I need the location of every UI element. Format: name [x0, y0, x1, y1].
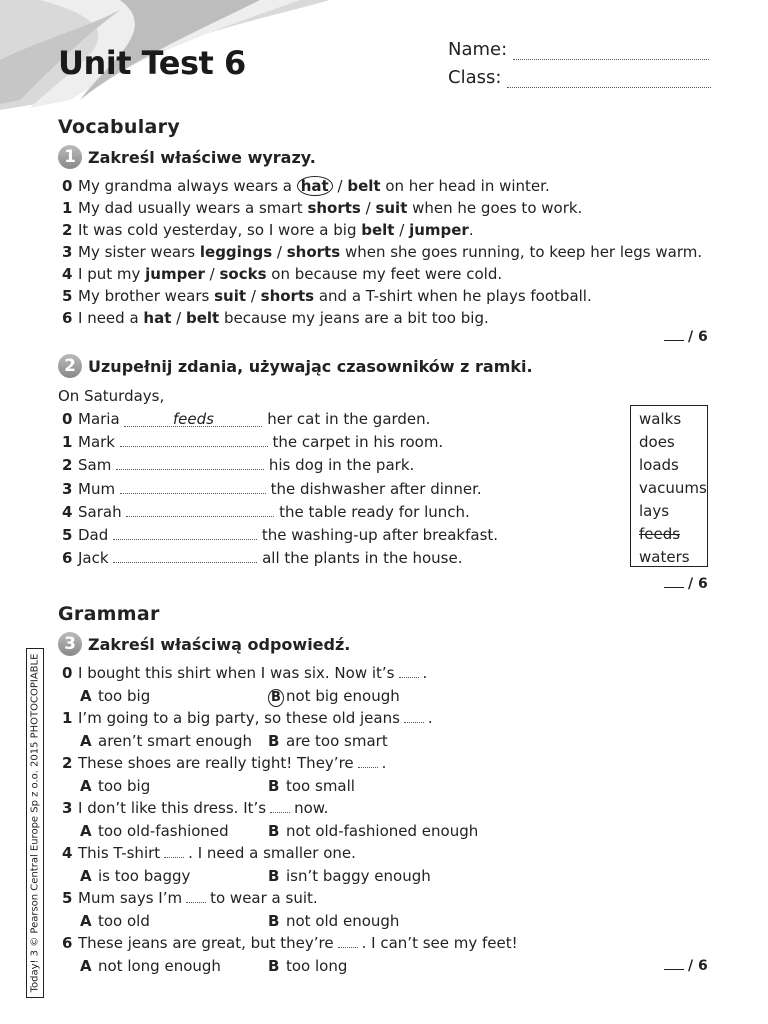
item-text: his dog in the park. [264, 456, 415, 475]
item-number: 2 [62, 456, 73, 475]
option-b[interactable] [268, 910, 399, 932]
item-text: and a T-shirt when he plays football. [314, 287, 592, 305]
item-text: Mum says I’m [78, 889, 183, 907]
item-text: These shoes are really tight! They’re [78, 754, 354, 772]
item-text: My brother wears [78, 287, 215, 305]
choice-option[interactable]: shorts [286, 243, 341, 261]
option-label: B [268, 732, 280, 750]
item-text: I’m going to a big party, so these old jeans [78, 709, 400, 727]
item-text: My dad usually wears a smart [78, 199, 308, 217]
item-number: 2 [62, 754, 73, 772]
exercise-item [62, 431, 443, 453]
option-text: too big [98, 687, 151, 705]
answer-gap [270, 800, 290, 813]
item-text: My grandma always wears a [78, 177, 297, 195]
option-label: A [80, 687, 92, 705]
item-text: . [468, 221, 474, 239]
exercise-item [62, 219, 474, 241]
option-label: B [268, 867, 280, 885]
item-text: on her head in winter. [380, 177, 550, 195]
item-text: now. [294, 799, 329, 817]
item-text: I put my [78, 265, 146, 283]
exercise-instruction: Uzupełnij zdania, używając czasowników z ramki. [88, 356, 533, 376]
choice-option[interactable]: jumper [409, 221, 469, 239]
answer-gap [164, 845, 184, 858]
option-a[interactable] [80, 775, 150, 797]
option-text: too small [286, 777, 355, 795]
item-text: to wear a suit. [210, 889, 318, 907]
page-title: Unit Test 6 [58, 44, 246, 82]
item-text: the dishwasher after dinner. [265, 479, 482, 498]
section-heading-vocabulary: Vocabulary [58, 116, 181, 138]
word-box-item: waters [639, 548, 690, 566]
item-number: 5 [62, 889, 73, 907]
option-label: A [80, 822, 92, 840]
option-b[interactable] [268, 820, 478, 842]
item-number: 2 [62, 221, 73, 239]
option-label: A [80, 732, 92, 750]
option-label: A [80, 777, 92, 795]
score-ex3: / 6 [664, 958, 708, 974]
choice-option[interactable]: hat [143, 309, 172, 327]
item-number: 4 [62, 844, 73, 862]
option-text: is too baggy [98, 867, 191, 885]
name-class-fields [448, 32, 711, 88]
exercise-item [62, 501, 470, 523]
item-number: 0 [62, 410, 73, 428]
option-a[interactable] [80, 685, 150, 707]
option-label: A [80, 867, 92, 885]
option-text: too old [98, 912, 150, 930]
item-text: . [427, 709, 433, 727]
answer-blank[interactable] [116, 455, 264, 470]
item-number: 4 [62, 265, 73, 283]
option-text: are too smart [286, 732, 388, 750]
choice-option[interactable]: suit [375, 199, 408, 217]
item-number: 0 [62, 177, 73, 195]
choice-separator: / [171, 309, 186, 327]
answer-blank[interactable] [120, 479, 266, 494]
item-text: on because my feet were cold. [266, 265, 503, 283]
item-number: 6 [62, 549, 73, 568]
word-box-item: loads [639, 456, 679, 474]
exercise-item [62, 285, 592, 307]
option-b[interactable] [268, 775, 355, 797]
option-a[interactable] [80, 730, 252, 752]
item-text: These jeans are great, but they’re [78, 934, 334, 952]
answer-gap [338, 935, 358, 948]
item-text: the washing-up after breakfast. [257, 526, 499, 544]
word-box-item: walks [639, 410, 682, 428]
exercise-item [62, 887, 318, 909]
exercise-2-intro: On Saturdays, [58, 387, 165, 405]
option-text: aren’t smart enough [98, 732, 253, 750]
choice-option[interactable]: leggings [199, 243, 273, 261]
choice-separator: / [394, 221, 410, 239]
exercise-3-heading [58, 632, 350, 656]
word-box-item: vacuums [639, 479, 707, 497]
word-box [630, 405, 708, 567]
section-heading-grammar: Grammar [58, 603, 160, 625]
name-label: Name: [448, 39, 508, 60]
exercise-item [62, 197, 582, 219]
option-a[interactable] [80, 865, 190, 887]
option-label: B [268, 912, 280, 930]
item-number: 3 [62, 799, 73, 817]
option-text: too long [286, 957, 348, 975]
choice-separator: / [332, 177, 348, 195]
exercise-item [62, 547, 462, 569]
answer-gap [404, 710, 424, 723]
exercise-number-badge: 2 [58, 354, 82, 378]
word-box-item: lays [639, 502, 670, 520]
exercise-item [62, 797, 328, 819]
name-field[interactable] [513, 45, 709, 60]
answer-gap [358, 755, 378, 768]
option-label: A [80, 912, 92, 930]
option-label: A [80, 957, 92, 975]
item-text: . I can’t see my feet! [361, 934, 518, 952]
exercise-item [62, 241, 702, 263]
option-a[interactable] [80, 820, 229, 842]
item-text: This T-shirt [78, 844, 161, 862]
item-number: 6 [62, 934, 73, 952]
score-ex1: / 6 [664, 329, 708, 345]
item-number: 5 [62, 287, 73, 305]
choice-separator: / [246, 287, 261, 305]
class-label: Class: [448, 67, 502, 88]
exercise-item [62, 478, 482, 500]
answer-blank[interactable] [120, 432, 268, 447]
exercise-item [62, 752, 386, 774]
exercise-item [62, 175, 550, 197]
option-text: not old enough [286, 912, 400, 930]
item-text: I don’t like this dress. It’s [78, 799, 267, 817]
option-label: B [268, 689, 284, 707]
choice-option[interactable]: suit [214, 287, 247, 305]
choice-option[interactable]: socks [219, 265, 267, 283]
option-label: B [268, 822, 280, 840]
exercise-item [62, 263, 502, 285]
answer-blank[interactable] [126, 502, 274, 517]
exercise-item [62, 662, 427, 684]
item-subject: Jack [78, 549, 114, 568]
item-text: the table ready for lunch. [274, 502, 470, 521]
item-number: 0 [62, 664, 73, 682]
option-a[interactable] [80, 955, 221, 977]
exercise-item [62, 524, 498, 546]
item-number: 1 [62, 433, 73, 452]
choice-option[interactable]: hat [297, 176, 333, 196]
choice-option[interactable]: belt [361, 221, 395, 239]
copyright-sidebar: Today! 3 © Pearson Central Europe Sp z o.o. 2015 PHOTOCOPIABLE [26, 648, 44, 998]
item-text: . I need a smaller one. [188, 844, 356, 862]
item-number: 3 [62, 479, 73, 498]
word-box-item: feeds [639, 525, 681, 543]
item-text: . [381, 754, 387, 772]
choice-option[interactable]: shorts [260, 287, 315, 305]
choice-option[interactable]: jumper [145, 265, 205, 283]
item-text: It was cold yesterday, so I wore a big [78, 221, 362, 239]
exercise-number-badge: 1 [58, 145, 82, 169]
answer-gap [399, 665, 419, 678]
answer-blank[interactable]: feeds [124, 412, 262, 427]
exercise-item [62, 707, 433, 729]
answer-gap [186, 890, 206, 903]
item-number: 6 [62, 309, 73, 327]
option-b[interactable] [268, 730, 388, 752]
option-b[interactable] [268, 955, 347, 977]
item-number: 4 [62, 502, 73, 521]
score-ex2: / 6 [664, 576, 708, 592]
word-box-item: does [639, 433, 675, 451]
exercise-item [62, 408, 430, 430]
item-number: 5 [62, 526, 73, 544]
choice-option[interactable]: shorts [307, 199, 361, 217]
item-text: all the plants in the house. [257, 549, 463, 568]
item-number: 3 [62, 243, 73, 261]
choice-option[interactable]: belt [185, 309, 220, 327]
exercise-2-heading [58, 354, 533, 378]
option-a[interactable] [80, 910, 150, 932]
item-text: . [422, 664, 428, 682]
exercise-item [62, 932, 518, 954]
option-b[interactable] [268, 685, 400, 707]
exercise-number-badge: 3 [58, 632, 82, 656]
exercise-1-heading [58, 145, 316, 169]
option-text: too old-fashioned [98, 822, 229, 840]
item-text: I bought this shirt when I was six. Now it’s [78, 664, 395, 682]
option-label: B [268, 777, 280, 795]
item-subject: Sarah [78, 502, 127, 521]
item-subject: Maria [78, 410, 125, 428]
answer-blank[interactable] [113, 525, 257, 540]
choice-separator: / [360, 199, 376, 217]
option-b[interactable] [268, 865, 431, 887]
item-text: because my jeans are a bit too big. [219, 309, 489, 327]
item-number: 1 [62, 199, 73, 217]
item-subject: Mum [78, 479, 120, 498]
answer-blank[interactable] [113, 548, 257, 563]
option-text: too big [98, 777, 151, 795]
item-subject: Sam [78, 456, 117, 475]
option-text: not long enough [98, 957, 221, 975]
item-text: the carpet in his room. [267, 433, 444, 452]
exercise-instruction: Zakreśl właściwą odpowiedź. [88, 634, 351, 654]
item-text: My sister wears [78, 243, 200, 261]
exercise-item [62, 454, 414, 476]
item-text: I need a [78, 309, 144, 327]
option-text: not old-fashioned enough [286, 822, 479, 840]
option-text: isn’t baggy enough [286, 867, 431, 885]
item-subject: Mark [78, 433, 120, 452]
choice-option[interactable]: belt [347, 177, 381, 195]
item-text: when he goes to work. [407, 199, 583, 217]
item-subject: Dad [78, 526, 114, 544]
exercise-instruction: Zakreśl właściwe wyrazy. [88, 147, 316, 167]
exercise-item [62, 842, 356, 864]
exercise-item [62, 307, 489, 329]
choice-separator: / [272, 243, 287, 261]
class-field[interactable] [507, 73, 711, 88]
item-number: 1 [62, 709, 73, 727]
option-label: B [268, 957, 280, 975]
item-text: when she goes running, to keep her legs warm. [340, 243, 703, 261]
option-text: not big enough [286, 687, 400, 705]
item-text: her cat in the garden. [262, 410, 431, 428]
choice-separator: / [204, 265, 220, 283]
